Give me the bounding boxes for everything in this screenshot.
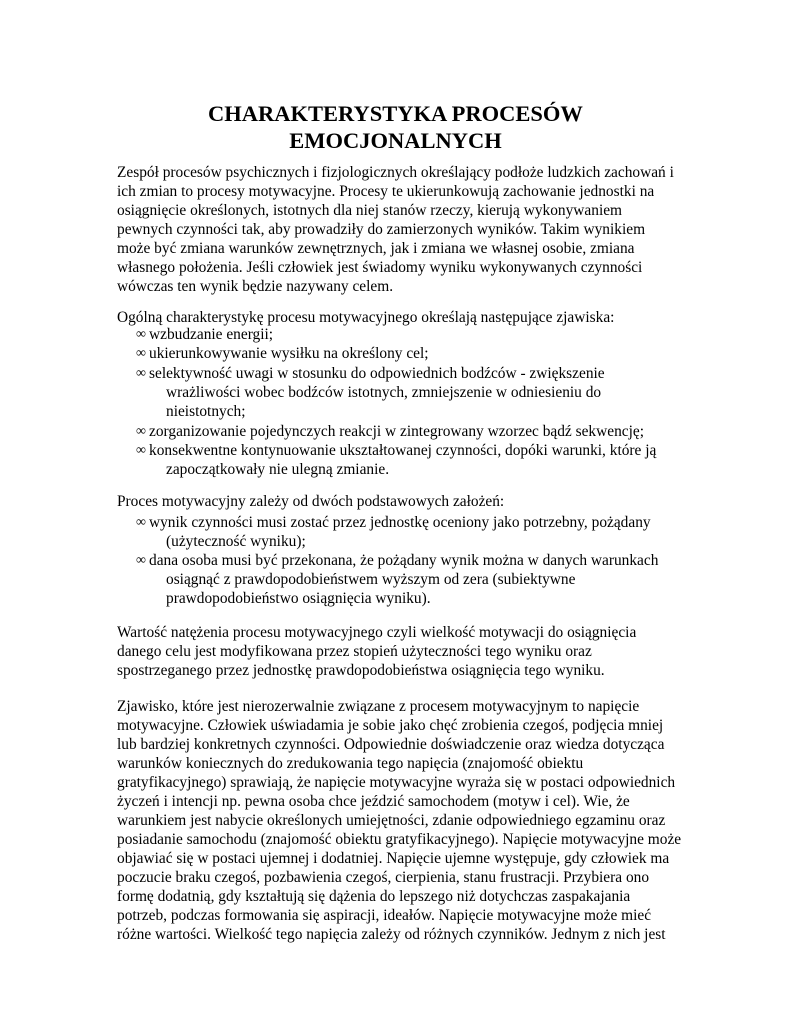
paragraph-5-line: motywacyjne. Człowiek uświadamia je sobie jako chęć zrobienia czegoś, podjęcia mniej [117, 717, 664, 734]
paragraph-5-line: posiadanie samochodu (znajomość obiektu gratyfikacyjnego). Napięcie motywacyjne może [117, 831, 682, 848]
paragraph-5-line: lub bardziej konkretnych czynności. Odpowiednie doświadczenie oraz wiedza dotycząca [117, 736, 665, 753]
list-item-continuation: prawdopodobieństwo osiągnięcia wyniku). [166, 590, 431, 607]
list-item: dana osoba musi być przekonana, że pożądany wynik można w danych warunkach [149, 552, 659, 569]
list-item: wzbudzanie energii; [149, 326, 274, 343]
infinity-bullet-icon: ∞ [136, 515, 146, 530]
paragraph-5-line: Zjawisko, które jest nierozerwalnie związane z procesem motywacyjnym to napięcie [117, 698, 640, 715]
paragraph-1-line: może być zmiana warunków zewnętrznych, jak i zmiana we własnej osobie, zmiana [117, 240, 635, 257]
paragraph-5-line: warunkiem jest nabycie określonych umiejętności, zdanie odpowiedniego egzaminu oraz [117, 812, 666, 829]
title-line-2: EMOCJONALNYCH [289, 128, 502, 153]
paragraph-1-line: osiągnięcie określonych, istotnych dla niej stanów rzeczy, kierują wykonywaniem [117, 202, 623, 219]
paragraph-5-line: warunków koniecznych do zredukowania tego napięcia (znajomość obiektu [117, 755, 584, 772]
infinity-bullet-icon: ∞ [136, 327, 146, 342]
paragraph-1-line: własnego położenia. Jeśli człowiek jest świadomy wyniku wykonywanych czynności [117, 259, 643, 276]
list-item-continuation: zapoczątkowały nie ulegną zmianie. [166, 461, 390, 478]
infinity-bullet-icon: ∞ [136, 346, 146, 361]
paragraph-4-line: danego celu jest modyfikowana przez stopień użyteczności tego wyniku oraz [117, 643, 592, 660]
title-line-1: CHARAKTERYSTYKA PROCESÓW [208, 101, 583, 126]
paragraph-1-line: Zespół procesów psychicznych i fizjologicznych określający podłoże ludzkich zachowań i [117, 164, 674, 181]
list-item: wynik czynności musi zostać przez jednostkę oceniony jako potrzebny, pożądany [149, 514, 651, 531]
paragraph-5-line: różne wartości. Wielkość tego napięcia zależy od różnych czynników. Jednym z nich jest [117, 926, 666, 943]
list-item-continuation: nieistotnych; [166, 403, 246, 420]
paragraph-5-line: potrzeb, podczas formowania się aspiracji, ideałów. Napięcie motywacyjne może mieć [117, 907, 652, 924]
list-item-continuation: (użyteczność wyniku); [166, 533, 306, 550]
list-item: ukierunkowywanie wysiłku na określony cel; [149, 345, 429, 362]
list-item: selektywność uwagi w stosunku do odpowiednich bodźców - zwiększenie [149, 365, 605, 382]
list-item-continuation: osiągnąć z prawdopodobieństwem wyższym od zera (subiektywne [166, 571, 576, 588]
infinity-bullet-icon: ∞ [136, 424, 146, 439]
infinity-bullet-icon: ∞ [136, 366, 146, 381]
paragraph-1-line: ich zmian to procesy motywacyjne. Procesy te ukierunkowują zachowanie jednostki na [117, 183, 655, 200]
paragraph-5-line: życzeń i intencji np. pewna osoba chce jeździć samochodem (motyw i cel). Wie, że [117, 793, 630, 810]
paragraph-3-intro: Proces motywacyjny zależy od dwóch podstawowych założeń: [117, 493, 505, 510]
paragraph-1-line: wówczas ten wynik będzie nazywany celem. [117, 278, 394, 295]
paragraph-5-line: poczucie braku czegoś, pozbawienia czegoś, cierpienia, stanu frustracji. Przybiera ono [117, 869, 650, 886]
infinity-bullet-icon: ∞ [136, 443, 146, 458]
paragraph-5-line: objawiać się w postaci ujemnej i dodatniej. Napięcie ujemne występuje, gdy człowiek ma [117, 850, 670, 867]
list-item-continuation: wrażliwości wobec bodźców istotnych, zmniejszenie w odniesieniu do [166, 384, 602, 401]
paragraph-2-intro: Ogólną charakterystykę procesu motywacyjnego określają następujące zjawiska: [117, 309, 615, 326]
list-item: konsekwentne kontynuowanie ukształtowanej czynności, dopóki warunki, które ją [149, 442, 657, 459]
list-item: zorganizowanie pojedynczych reakcji w zintegrowany wzorzec bądź sekwencję; [149, 423, 644, 440]
paragraph-4-line: Wartość natężenia procesu motywacyjnego czyli wielkość motywacji do osiągnięcia [117, 624, 637, 641]
paragraph-5-line: formę dodatnią, gdy kształtują się dążenia do lepszego niż dotychczas zaspakajania [117, 888, 631, 905]
paragraph-1-line: pewnych czynności tak, aby prowadziły do zamierzonych wyników. Takim wynikiem [117, 221, 646, 238]
infinity-bullet-icon: ∞ [136, 553, 146, 568]
page-title [100, 100, 691, 154]
paragraph-5-line: gratyfikacyjnego) sprawiają, że napięcie motywacyjne wyraża się w postaci odpowiednich [117, 774, 676, 791]
paragraph-4-line: spostrzeganego przez jednostkę prawdopodobieństwa osiągnięcia tego wyniku. [117, 662, 605, 679]
